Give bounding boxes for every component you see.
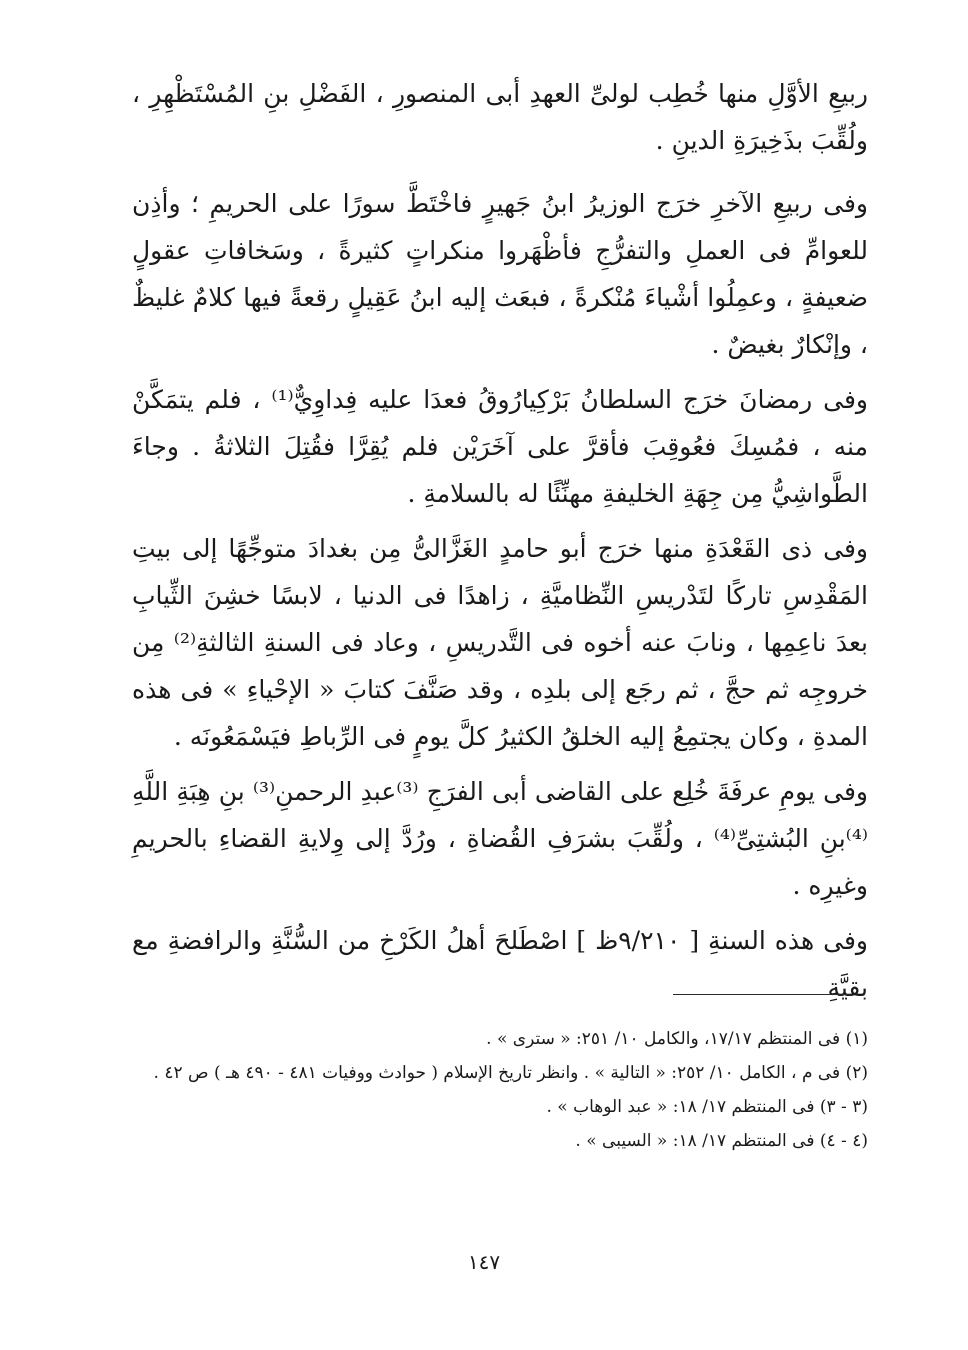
footnote-2: (٢) فى م ، الكامل ١٠/ ٢٥٢: « التالية » . وانظر تاريخ الإسلام ( حوادث ووفيات ٤٨١ - ٤٩٠ هـ ) ص ٤٢ . — [153, 1063, 868, 1083]
footnote-1: (١) فى المنتظم ١٧/١٧، والكامل ١٠/ ٢٥١: « سترى » . — [486, 1029, 868, 1049]
paragraph-6: وفى هذه السنةِ [ ٩/٢١٠ظ ] اصْطَلحَ أهلُ الكَرْخِ من السُّنَّةِ والرافضةِ مع بقيَّةِ — [132, 926, 869, 1002]
footnote-4: (٤ - ٤) فى المنتظم ١٧/ ١٨: « السيبى » . — [575, 1131, 868, 1151]
footnotes — [132, 1022, 868, 1158]
paragraph-5: وفى يومِ عرفَةَ خُلِع على القاضى أبى الفرَجِ ⁽³⁾عبدِ الرحمنِ⁽³⁾ بنِ هِبَةِ اللَّهِ ⁽⁴⁾بنِ البُشتِىِّ⁽⁴⁾ ، ولُقِّبَ بشرَفِ القُضاةِ ، ورُدَّ إلى وِلايةِ القضاءِ بالحريمِ وغيرِه . — [132, 777, 868, 900]
footnote-divider — [673, 994, 851, 995]
page-number: ١٤٧ — [467, 1250, 501, 1274]
paragraph-4: وفى ذى القَعْدَةِ منها خرَج أبو حامدٍ الغَزَّالىُّ مِن بغدادَ متوجِّهًا إلى بيتِ المَقْدِسِ تاركًا لتَدْريسِ النِّظاميَّةِ ، زاهدًا فى الدنيا ، لابسًا خشِنَ الثِّيابِ بعدَ ناعِمِها ، ونابَ عنه أخوه فى التَّدريسِ ، وعاد فى السنةِ الثالثةِ⁽²⁾ مِن خروجِه ثم حجَّ ، ثم رجَع إلى بلدِه ، وقد صَنَّفَ كتابَ « الإحْياءِ » فى هذه المدةِ ، وكان يجتمِعُ إليه الخلقُ الكثيرُ كلَّ يومٍ فى الرِّباطِ فيَسْمَعُونَه . — [132, 534, 868, 751]
footnote-3: (٣ - ٣) فى المنتظم ١٧/ ١٨: « عبد الوهاب » . — [546, 1097, 868, 1117]
paragraph-1: ربيعِ الأوَّلِ منها خُطِب لولىِّ العهدِ أبى المنصورِ ، الفَضْلِ بنِ المُسْتَظْهِرِ ، ولُقِّبَ بذَخِيرَةِ الدينِ . — [132, 79, 868, 155]
main-text — [132, 70, 868, 1019]
paragraph-2: وفى ربيعِ الآخرِ خرَج الوزيرُ ابنُ جَهيرٍ فاخْتَطَّ سورًا على الحريمِ ؛ وأذِن للعوامِّ فى العملِ والتفرُّجِ فأظْهَروا منكراتٍ كثيرةً ، وسَخافاتِ عقولٍ ضعيفةٍ ، وعمِلُوا أشْياءَ مُنْكرةً ، فبعَث إليه ابنُ عَقِيلٍ رقعةً فيها كلامٌ غليظٌ ، وإنْكارٌ بغيضٌ . — [132, 189, 868, 359]
paragraph-3: وفى رمضانَ خرَج السلطانُ بَرْكِيارُوقُ فعدَا عليه فِداوِيٌّ⁽¹⁾ ، فلم يتمَكَّنْ منه ، فمُسِكَ فعُوقِبَ فأقرَّ على آخَرَيْن فلم يُقِرَّا فقُتِلَ الثلاثةُ . وجاءَ الطَّواشِيُّ مِن جِهَةِ الخليفةِ مهنِّئًا له بالسلامةِ . — [132, 385, 868, 508]
